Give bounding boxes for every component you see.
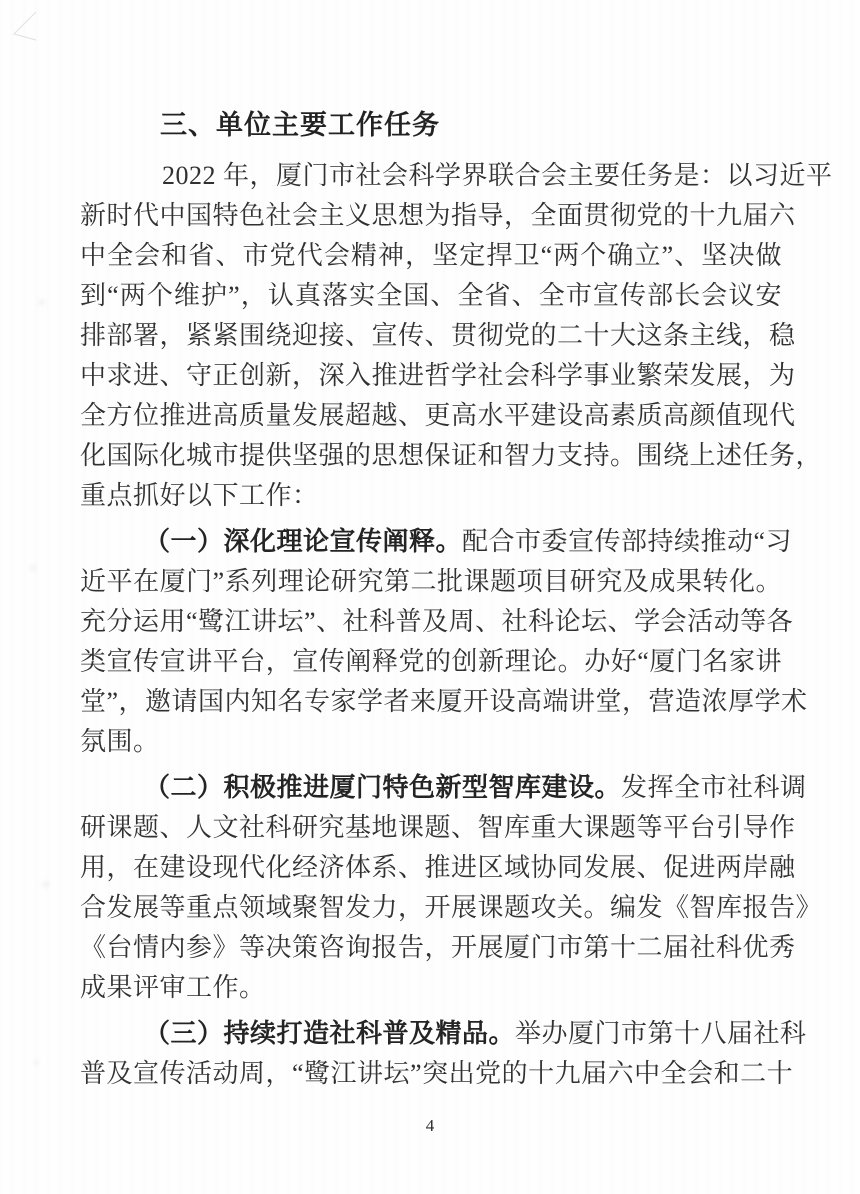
text-line: 新时代中国特色社会主义思想为指导，全面贯彻党的十九届六 — [80, 201, 796, 230]
paragraph-lead: （一）深化理论宣传阐释。 — [144, 527, 463, 556]
page-number: 4 — [425, 1116, 435, 1135]
text-line — [80, 1014, 807, 1054]
corner-fold-mark-icon — [6, 6, 50, 50]
text-line: 重点抓好以下工作： — [80, 481, 319, 510]
text-line: 普及宣传活动周，“鹭江讲坛”突出党的十九届六中全会和二十 — [80, 1059, 794, 1088]
text-line: 堂”，邀请国内知名专家学者来厦开设高端讲堂，营造浓厚学术 — [80, 687, 808, 716]
text-line: 氛围。 — [80, 727, 160, 756]
paragraph-lead: （二）积极推进厦门特色新型智库建设。 — [144, 773, 622, 802]
text-line: 类宣传宣讲平台，宣传阐释党的创新理论。办好“厦门名家讲 — [80, 647, 782, 676]
scan-smudge — [34, 1060, 39, 1065]
scan-smudge — [42, 882, 50, 887]
document-content — [80, 104, 833, 1094]
text-line: 到“两个维护”，认真落实全国、全省、全市宣传部长会议安 — [80, 281, 782, 310]
text-line: 合发展等重点领域聚智发力，开展课题攻关。编发《智库报告》 — [80, 893, 823, 922]
text-line: 2022 年，厦门市社会科学界联合会主要任务是：以习近平 — [162, 161, 833, 190]
text-line: 化国际化城市提供坚强的思想保证和智力支持。围绕上述任务， — [80, 441, 823, 470]
paragraph-lead: （三）持续打造社科普及精品。 — [144, 1019, 516, 1048]
section-heading: 三、单位主要工作任务 — [160, 110, 440, 140]
scan-smudge — [38, 300, 45, 305]
text-line: 研课题、人文社科研究基地课题、智库重大课题等平台引导作 — [80, 813, 796, 842]
text-span: 发挥全市社科调 — [621, 773, 807, 802]
text-line: 用，在建设现代化经济体系、推进区域协同发展、促进两岸融 — [80, 853, 796, 882]
text-line: 近平在厦门”系列理论研究第二批课题项目研究及成果转化。 — [80, 567, 782, 596]
scan-smudge — [30, 565, 36, 571]
text-line: 全方位推进高质量发展超越、更高水平建设高素质高颜值现代 — [80, 401, 796, 430]
text-line: 充分运用“鹭江讲坛”、社科普及周、社科论坛、学会活动等各 — [80, 607, 794, 636]
text-line: 《台情内参》等决策咨询报告，开展厦门市第十二届社科优秀 — [80, 933, 796, 962]
text-line: 中求进、守正创新，深入推进哲学社会科学事业繁荣发展，为 — [80, 361, 796, 390]
text-line — [80, 768, 807, 808]
text-span: 配合市委宣传部持续推动“习 — [462, 527, 793, 556]
text-line: 排部署，紧紧围绕迎接、宣传、贯彻党的二十大这条主线，稳 — [80, 321, 796, 350]
text-line: 成果评审工作。 — [80, 973, 266, 1002]
text-line — [80, 522, 793, 562]
text-line: 中全会和省、市党代会精神，坚定捍卫“两个确立”、坚决做 — [80, 241, 782, 270]
text-span: 举办厦门市第十八届社科 — [515, 1019, 807, 1048]
